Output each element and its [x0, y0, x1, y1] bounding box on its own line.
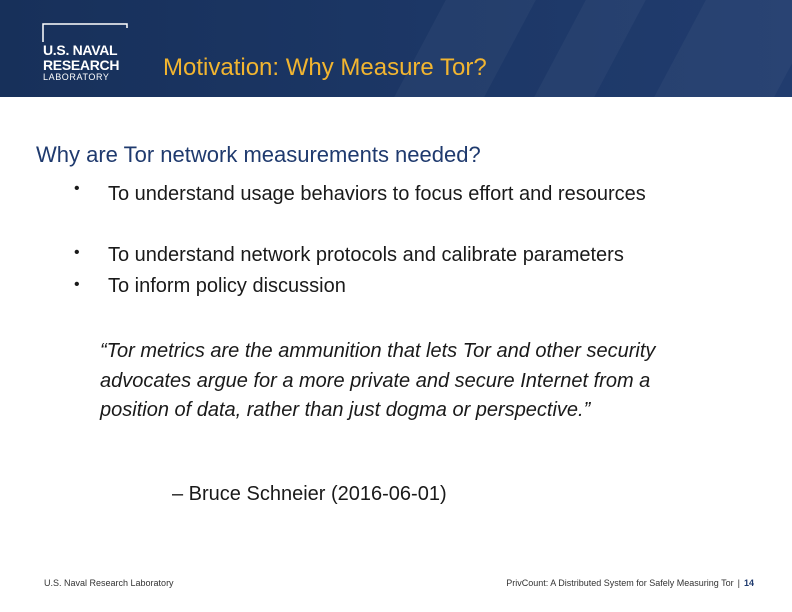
page-number: 14 [743, 578, 754, 588]
banner-pattern [534, 0, 646, 97]
bullet-item-3: To inform policy discussion [108, 275, 346, 297]
bullet-item-1: To understand usage behaviors to focus effort and resources [108, 183, 646, 205]
bullet-marker: • [74, 180, 80, 197]
footer-separator: | [737, 578, 740, 588]
logo-line-3: LABORATORY [43, 72, 110, 82]
schneier-quote: “Tor metrics are the ammunition that lets Tor and other security advocates argue for a more private and secure Internet from a position of data, rather than just dogma or perspective.” [100, 340, 656, 421]
footer-organization: U.S. Naval Research Laboratory [44, 578, 174, 588]
banner-pattern [654, 0, 792, 97]
footer-presentation-info [506, 578, 754, 588]
header-banner [0, 0, 792, 97]
slide-title: Motivation: Why Measure Tor? [163, 54, 487, 81]
bullet-item-2: To understand network protocols and calibrate parameters [108, 244, 624, 266]
logo-frame-icon [37, 22, 133, 44]
footer-title: PrivCount: A Distributed System for Safely Measuring Tor [506, 578, 734, 588]
bullet-marker: • [74, 276, 80, 293]
banner-pattern [394, 0, 536, 97]
quote-attribution: – Bruce Schneier (2016-06-01) [172, 483, 447, 505]
nrl-logo [37, 22, 133, 82]
section-question: Why are Tor network measurements needed? [36, 142, 481, 167]
logo-line-2: RESEARCH [43, 57, 120, 73]
bullet-marker: • [74, 244, 80, 261]
logo-line-1: U.S. NAVAL [43, 42, 118, 58]
